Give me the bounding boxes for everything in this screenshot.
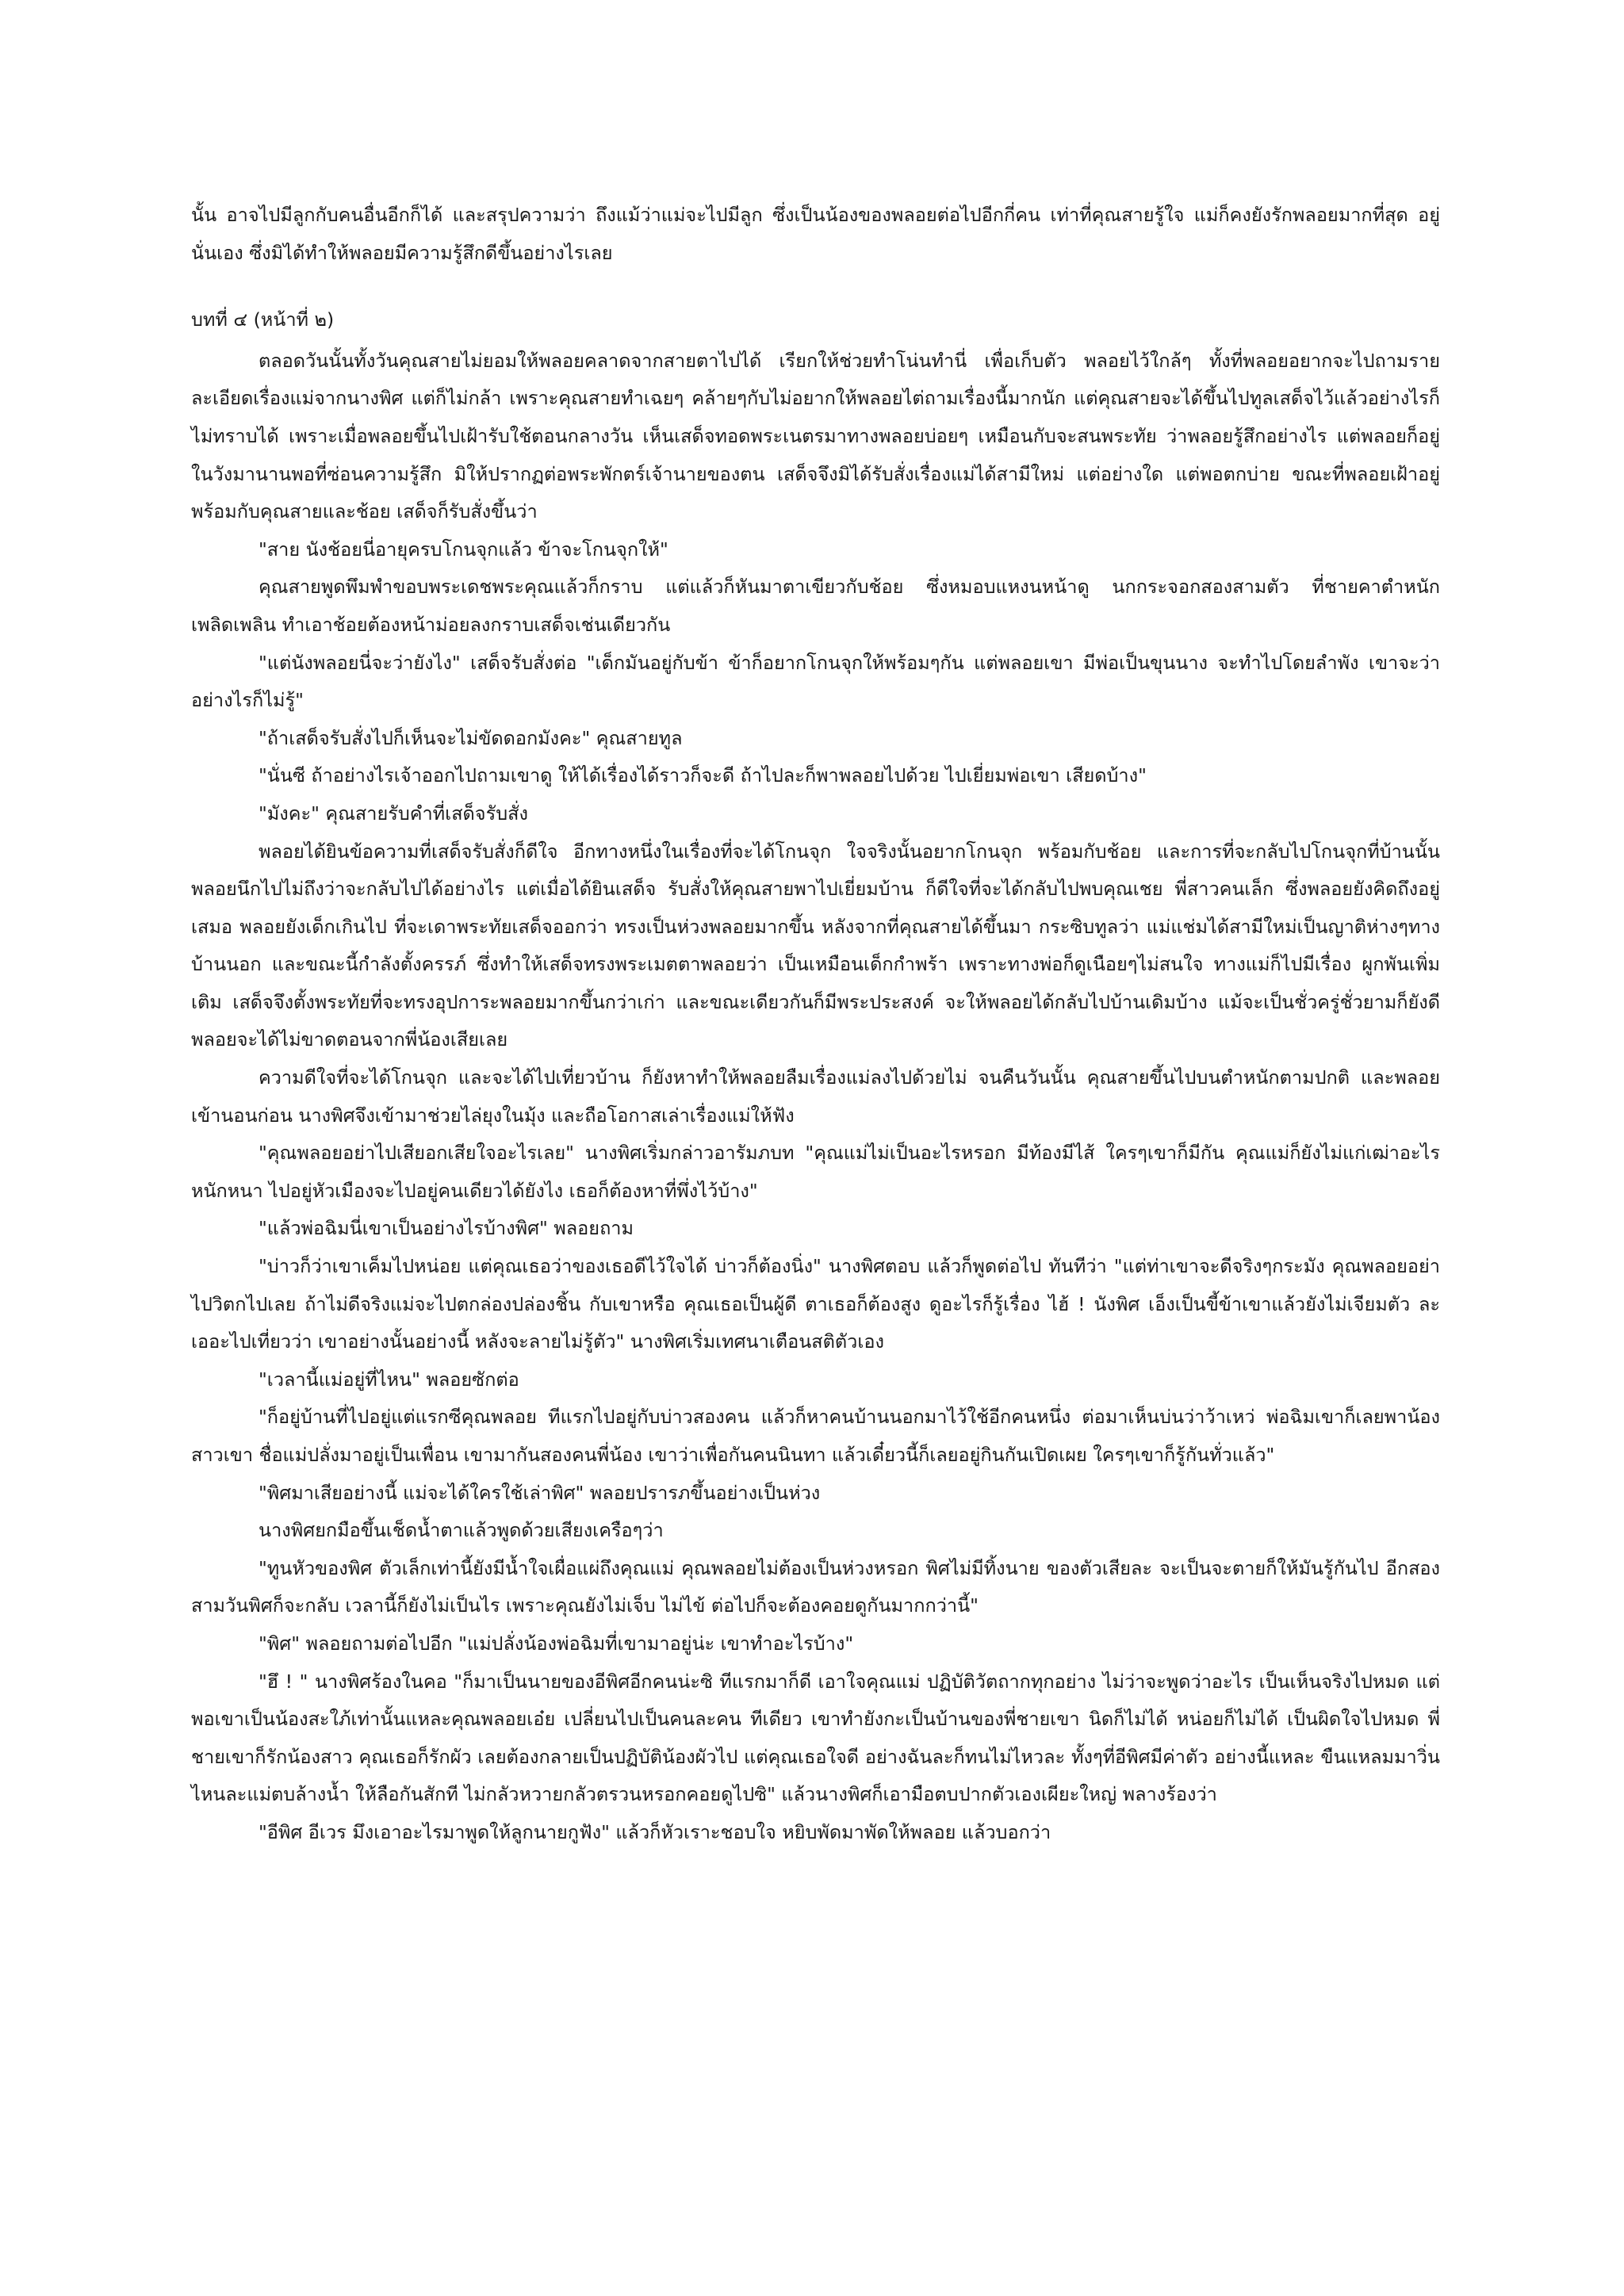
chapter-heading: บทที่ ๔ (หน้าที่ ๒) (191, 308, 335, 331)
paragraph: คุณสายพูดพึมพำขอบพระเดชพระคุณแล้วก็กราบ แต่แล้วก็หันมาตาเขียวกับช้อย ซึ่งหมอบแหงนหน้าดู นกกระจอกสองสามตัว ที่ชายคาตำหนักเพลิดเพลิน ทำเอาช้อยต้องหน้าม่อยลงกราบเสด็จเช่นเดียวกัน (191, 576, 1440, 636)
paragraph: ตลอดวันนั้นทั้งวันคุณสายไม่ยอมให้พลอยคลาดจากสายตาไปได้ เรียกให้ช่วยทำโน่นทำนี่ เพื่อเก็บตัว พลอยไว้ใกล้ๆ ทั้งที่พลอยอยากจะไปถามรายละเอียดเรื่องแม่จากนางพิศ แต่ก็ไม่กล้า เพราะคุณสายทำเฉยๆ คล้ายๆกับไม่อยากให้พลอยไต่ถามเรื่องนี้มากนัก แต่คุณสายจะได้ขึ้นไปทูลเสด็จไว้แล้วอย่างไรก็ไม่ทราบได้ เพราะเมื่อพลอยขึ้นไปเฝ้ารับใช้ตอนกลางวัน เห็นเสด็จทอดพระเนตรมาทางพลอยบ่อยๆ เหมือนกับจะสนพระทัย ว่าพลอยรู้สึกอย่างไร แต่พลอยก็อยู่ในวังมานานพอที่ซ่อนความรู้สึก มิให้ปรากฏต่อพระพักตร์เจ้านายของตน เสด็จจึงมิได้รับสั่งเรื่องแม่ได้สามีใหม่ แต่อย่างใด แต่พอตกบ่าย ขณะที่พลอยเฝ้าอยู่พร้อมกับคุณสายและช้อย เสด็จก็รับสั่งขึ้นว่า (191, 349, 1440, 523)
paragraph: ความดีใจที่จะได้โกนจุก และจะได้ไปเที่ยวบ้าน ก็ยังหาทำให้พลอยลืมเรื่องแม่ลงไปด้วยไม่ จนคืนวันนั้น คุณสายขึ้นไปบนตำหนักตามปกติ และพลอยเข้านอนก่อน นางพิศจึงเข้ามาช่วยไล่ยุงในมุ้ง และถือโอกาสเล่าเรื่องแม่ให้ฟัง (191, 1066, 1440, 1127)
opening-paragraph: นั้น อาจไปมีลูกกับคนอื่นอีกก็ได้ และสรุปความว่า ถึงแม้ว่าแม่จะไปมีลูก ซึ่งเป็นน้องของพลอยต่อไปอีกกี่คน เท่าที่คุณสายรู้ใจ แม่ก็คงยังรักพลอยมากที่สุด อยู่นั่นเอง ซึ่งมิได้ทำให้พลอยมีความรู้สึกดีขึ้นอย่างไรเลย (191, 204, 1440, 264)
paragraph: "สาย นังช้อยนี่อายุครบโกนจุกแล้ว ข้าจะโกนจุกให้" (259, 538, 668, 561)
document-body (191, 197, 1440, 1852)
paragraph: "อีพิศ อีเวร มึงเอาอะไรมาพูดให้ลูกนายกูฟัง" แล้วก็หัวเราะชอบใจ หยิบพัดมาพัดให้พลอย แล้วบอกว่า (259, 1820, 1051, 1843)
paragraph: "คุณพลอยอย่าไปเสียอกเสียใจอะไรเลย" นางพิศเริ่มกล่าวอารัมภบท "คุณแม่ไม่เป็นอะไรหรอก มีท้องมีไส้ ใครๆเขาก็มีกัน คุณแม่ก็ยังไม่แก่เฒ่าอะไรหนักหนา ไปอยู่หัวเมืองจะไปอยู่คนเดียวได้ยังไง เธอก็ต้องหาที่พึ่งไว้บ้าง" (191, 1142, 1440, 1202)
paragraph: "บ่าวก็ว่าเขาเค็มไปหน่อย แต่คุณเธอว่าของเธอดีไว้ใจได้ บ่าวก็ต้องนิ่ง" นางพิศตอบ แล้วก็พูดต่อไป ทันทีว่า "แต่ท่าเขาจะดีจริงๆกระมัง คุณพลอยอย่าไปวิตกไปเลย ถ้าไม่ดีจริงแม่จะไปตกล่องปล่องชิ้น กับเขาหรือ คุณเธอเป็นผู้ดี ตาเธอก็ต้องสูง ดูอะไรก็รู้เรื่อง ไฮ้ ! นังพิศ เอ็งเป็นขี้ข้าเขาแล้วยังไม่เจียมตัว ละเออะไปเที่ยวว่า เขาอย่างนั้นอย่างนี้ หลังจะลายไม่รู้ตัว" นางพิศเริ่มเทศนาเตือนสติตัวเอง (191, 1255, 1440, 1353)
paragraph: "พิศ" พลอยถามต่อไปอีก "แม่ปลั่งน้องพ่อฉิมที่เขามาอยู่น่ะ เขาทำอะไรบ้าง" (259, 1632, 854, 1655)
paragraph: "ก็อยู่บ้านที่ไปอยู่แต่แรกซีคุณพลอย ทีแรกไปอยู่กับบ่าวสองคน แล้วก็หาคนบ้านนอกมาไว้ใช้อีกคนหนึ่ง ต่อมาเห็นบ่นว่าว้าเหว่ พ่อฉิมเขาก็เลยพาน้องสาวเขา ชื่อแม่ปลั่งมาอยู่เป็นเพื่อน เขามากันสองคนพี่น้อง เขาว่าเพื่อกันคนนินทา แล้วเดี๋ยวนี้ก็เลยอยู่กินกันเปิดเผย ใครๆเขาก็รู้กันทั่วแล้ว" (191, 1406, 1440, 1466)
paragraph: "ถ้าเสด็จรับสั่งไปก็เห็นจะไม่ขัดดอกมังคะ" คุณสายทูล (259, 726, 683, 749)
paragraph: "ทูนหัวของพิศ ตัวเล็กเท่านี้ยังมีน้ำใจเผื่อแผ่ถึงคุณแม่ คุณพลอยไม่ต้องเป็นห่วงหรอก พิศไม่มีทิ้งนาย ของตัวเสียละ จะเป็นจะตายก็ให้มันรู้กันไป อีกสองสามวันพิศก็จะกลับ เวลานี้ก็ยังไม่เป็นไร เพราะคุณยังไม่เจ็บ ไม่ไข้ ต่อไปก็จะต้องคอยดูกันมากกว่านี้" (191, 1556, 1440, 1617)
paragraph: "แล้วพ่อฉิมนี่เขาเป็นอย่างไรบ้างพิศ" พลอยถาม (259, 1217, 634, 1240)
paragraph: "นั่นซี ถ้าอย่างไรเจ้าออกไปถามเขาดู ให้ได้เรื่องได้ราวก็จะดี ถ้าไปละก็พาพลอยไปด้วย ไปเยี่ยมพ่อเขา เสียดบ้าง" (259, 764, 1147, 787)
paragraph: "แต่นังพลอยนี่จะว่ายังไง" เสด็จรับสั่งต่อ "เด็กมันอยู่กับข้า ข้าก็อยากโกนจุกให้พร้อมๆกัน แต่พลอยเขา มีพ่อเป็นขุนนาง จะทำไปโดยลำพัง เขาจะว่าอย่างไรก็ไม่รู้" (191, 651, 1440, 712)
paragraph: พลอยได้ยินข้อความที่เสด็จรับสั่งก็ดีใจ อีกทางหนึ่งในเรื่องที่จะได้โกนจุก ใจจริงนั้นอยากโกนจุก พร้อมกับช้อย และการที่จะกลับไปโกนจุกที่บ้านนั้น พลอยนึกไปไม่ถึงว่าจะกลับไปได้อย่างไร แต่เมื่อได้ยินเสด็จ รับสั่งให้คุณสายพาไปเยี่ยมบ้าน ก็ดีใจที่จะได้กลับไปพบคุณเชย พี่สาวคนเล็ก ซึ่งพลอยยังคิดถึงอยู่เสมอ พลอยยังเด็กเกินไป ที่จะเดาพระทัยเสด็จออกว่า ทรงเป็นห่วงพลอยมากขึ้น หลังจากที่คุณสายได้ขึ้นมา กระซิบทูลว่า แม่แช่มได้สามีใหม่เป็นญาติห่างๆทางบ้านนอก และขณะนี้กำลังตั้งครรภ์ ซึ่งทำให้เสด็จทรงพระเมตตาพลอยว่า เป็นเหมือนเด็กกำพร้า เพราะทางพ่อก็ดูเนือยๆไม่สนใจ ทางแม่ก็ไปมีเรื่อง ผูกพันเพิ่มเติม เสด็จจึงตั้งพระทัยที่จะทรงอุปการะพลอยมากขึ้นกว่าเก่า และขณะเดียวกันก็มีพระประสงค์ จะให้พลอยได้กลับไปบ้านเดิมบ้าง แม้จะเป็นชั่วครู่ชั่วยามก็ยังดี พลอยจะได้ไม่ขาดตอนจากพี่น้องเสียเลย (191, 840, 1440, 1051)
paragraph: "เวลานี้แม่อยู่ที่ไหน" พลอยซักต่อ (259, 1368, 519, 1391)
paragraph: "พิศมาเสียอย่างนี้ แม่จะได้ใครใช้เล่าพิศ" พลอยปรารภขึ้นอย่างเป็นห่วง (259, 1481, 821, 1504)
paragraph: "มังคะ" คุณสายรับคำที่เสด็จรับสั่ง (259, 802, 528, 825)
paragraph: นางพิศยกมือขึ้นเช็ดน้ำตาแล้วพูดด้วยเสียงเครือๆว่า (259, 1519, 664, 1542)
paragraph: "ฮึ ! " นางพิศร้องในคอ "ก็มาเป็นนายของอีพิศอีกคนน่ะซิ ทีแรกมาก็ดี เอาใจคุณแม่ ปฏิบัติวัตถากทุกอย่าง ไม่ว่าจะพูดว่าอะไร เป็นเห็นจริงไปหมด แต่พอเขาเป็นน้องสะใภ้เท่านั้นแหละคุณพลอยเอ๋ย เปลี่ยนไปเป็นคนละคน ทีเดียว เขาทำยังกะเป็นบ้านของพี่ชายเขา นิดก็ไม่ได้ หน่อยก็ไม่ได้ เป็นผิดใจไปหมด พี่ชายเขาก็รักน้องสาว คุณเธอก็รักผัว เลยต้องกลายเป็นปฏิบัติน้องผัวไป แต่คุณเธอใจดี อย่างฉันละก็ทนไม่ไหวละ ทั้งๆที่อีพิศมีค่าตัว อย่างนี้แหละ ขืนแหลมมาวิ่นไหนละแม่ตบล้างน้ำ ให้ลือกันสักที ไม่กลัวหวายกลัวตรวนหรอกคอยดูไปซิ" แล้วนางพิศก็เอามือตบปากตัวเองเผียะใหญ่ พลางร้องว่า (191, 1670, 1440, 1806)
